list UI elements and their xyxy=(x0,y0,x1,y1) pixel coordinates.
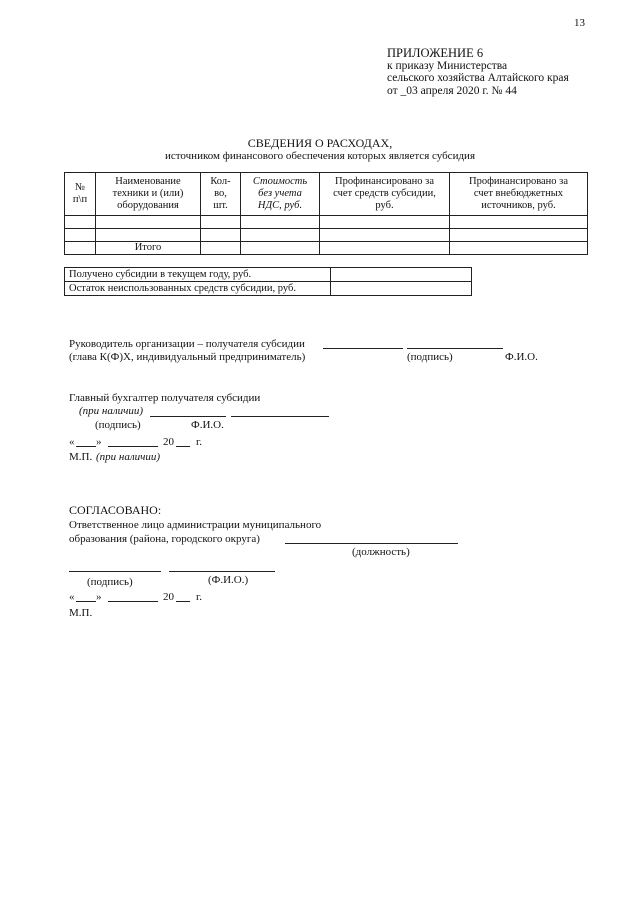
approval-day-line[interactable] xyxy=(76,601,96,602)
head-name-label: Ф.И.О. xyxy=(505,351,538,363)
accountant-name-line[interactable] xyxy=(231,416,329,417)
appendix-line-1: к приказу Министерства xyxy=(387,59,508,72)
accountant-day-line[interactable] xyxy=(76,446,96,447)
subsidy-balance-table xyxy=(64,267,472,296)
approval-year-line[interactable] xyxy=(176,601,190,602)
accountant-stamp: М.П. xyxy=(69,451,93,463)
head-name-line[interactable] xyxy=(407,348,503,349)
subsidy-remainder-value[interactable] xyxy=(331,282,472,296)
appendix-header xyxy=(387,47,569,97)
head-subtitle: (глава К(Ф)Х, индивидуальный предприниматель) xyxy=(69,351,306,363)
approval-position-line[interactable] xyxy=(285,543,458,544)
document-subtitle: источником финансового обеспечения которых является субсидия xyxy=(165,150,475,162)
col-header-number: № п\п xyxy=(65,173,96,216)
approval-line-1: Ответственное лицо администрации муниципального xyxy=(69,519,322,531)
appendix-line-2: сельского хозяйства Алтайского края xyxy=(387,72,569,84)
approval-name-line[interactable] xyxy=(169,571,275,572)
approval-month-line[interactable] xyxy=(108,601,158,602)
approval-year: 20 xyxy=(163,591,174,603)
approval-position-label: (должность) xyxy=(352,546,410,558)
accountant-if-any: (при наличии) xyxy=(79,405,144,417)
table-row xyxy=(65,216,588,229)
approval-line-2: образования (района, городского округа) xyxy=(69,533,260,545)
accountant-title: Главный бухгалтер получателя субсидии xyxy=(69,392,261,404)
accountant-year-line[interactable] xyxy=(176,446,190,447)
subsidy-remainder-row xyxy=(65,282,472,296)
table-row xyxy=(65,229,588,242)
appendix-title: ПРИЛОЖЕНИЕ 6 xyxy=(387,46,484,60)
head-signature-label: (подпись) xyxy=(407,351,453,363)
accountant-signature-line[interactable] xyxy=(150,416,226,417)
expense-table-header-row xyxy=(65,173,588,216)
approval-signature-line[interactable] xyxy=(69,571,161,572)
total-row xyxy=(65,242,588,255)
total-label: Итого xyxy=(96,242,201,255)
accountant-stamp-note: (при наличии) xyxy=(96,451,161,463)
approval-signature-label: (подпись) xyxy=(87,576,133,588)
col-header-extrabudget-funded: Профинансировано за счет внебюджетных источников, руб. xyxy=(450,173,588,216)
subsidy-remainder-label: Остаток неиспользованных средств субсидии, руб. xyxy=(65,282,331,296)
head-title: Руководитель организации – получателя субсидии xyxy=(69,338,305,350)
col-header-equipment-name: Наименование техники и (или) оборудования xyxy=(96,173,201,216)
col-header-subsidy-funded: Профинансировано за счет средств субсидии, руб. xyxy=(320,173,450,216)
accountant-name-label: Ф.И.О. xyxy=(191,419,224,431)
approval-stamp: М.П. xyxy=(69,607,93,619)
accountant-year: 20 xyxy=(163,436,174,448)
accountant-month-line[interactable] xyxy=(108,446,158,447)
accountant-signature-label: (подпись) xyxy=(95,419,141,431)
expense-table xyxy=(64,172,588,255)
appendix-line-3: от _03 апреля 2020 г. № 44 xyxy=(387,84,517,97)
subsidy-received-label: Получено субсидии в текущем году, руб. xyxy=(65,268,331,282)
subsidy-received-value[interactable] xyxy=(331,268,472,282)
subsidy-received-row xyxy=(65,268,472,282)
col-header-cost: Стоимость без учета НДС, руб. xyxy=(241,173,320,216)
accountant-year-suffix: г. xyxy=(196,436,203,448)
accountant-date-close: » xyxy=(96,436,102,448)
approval-title: СОГЛАСОВАНО: xyxy=(69,503,162,517)
approval-year-suffix: г. xyxy=(196,591,203,603)
approval-date-close: » xyxy=(96,591,102,603)
document-heading xyxy=(0,137,640,163)
head-signature-line[interactable] xyxy=(323,348,403,349)
accountant-date-open: « xyxy=(69,436,75,448)
approval-date-open: « xyxy=(69,591,75,603)
page-number: 13 xyxy=(574,17,585,29)
approval-name-label: (Ф.И.О.) xyxy=(208,574,249,586)
col-header-quantity: Кол- во, шт. xyxy=(201,173,241,216)
document-title: СВЕДЕНИЯ О РАСХОДАХ, xyxy=(247,136,393,150)
